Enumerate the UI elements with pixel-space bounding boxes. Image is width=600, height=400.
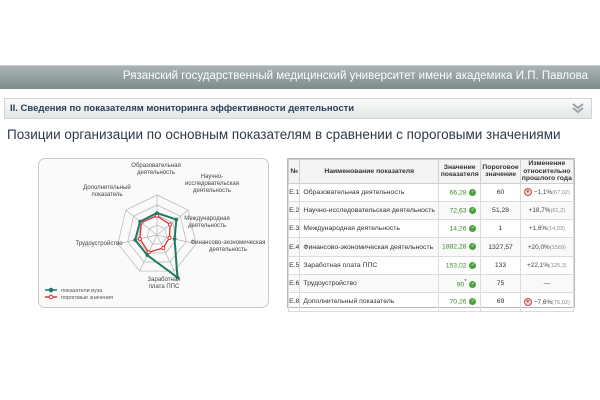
threshold-point — [138, 237, 141, 240]
row-name: Образовательная деятельность — [300, 183, 439, 201]
legend-university-marker — [49, 288, 53, 292]
row-code: Е.5 — [289, 256, 300, 274]
row-value: 90* ✓ — [438, 274, 480, 292]
indicators-table — [288, 159, 574, 312]
page-title: Позиции организации по основным показателям в сравнении с пороговыми значениями — [7, 127, 561, 142]
indicators-table-container — [287, 158, 575, 308]
row-change: ▼ −7,6%(76,02) — [520, 293, 573, 311]
row-threshold: 69 — [481, 293, 520, 311]
section-header[interactable] — [4, 98, 592, 119]
row-change: +20,0%(1569) — [520, 238, 573, 256]
check-icon: ✓ — [470, 280, 476, 287]
row-value: 1882,28 ✓ — [438, 238, 480, 256]
table-row — [289, 238, 574, 256]
check-icon: ✓ — [470, 298, 476, 305]
threshold-series-line — [140, 216, 170, 252]
row-code: Е.4 — [289, 238, 300, 256]
threshold-point — [162, 246, 165, 249]
table-header-row — [289, 160, 574, 184]
check-icon: ✓ — [470, 225, 476, 232]
row-name: Дополнительный показатель — [300, 293, 439, 311]
threshold-point — [168, 236, 171, 239]
row-threshold: 51,28 — [481, 201, 520, 219]
header-name: Наименование показателя — [300, 160, 439, 184]
check-icon: ✓ — [470, 206, 476, 213]
row-value: 14,26 ✓ — [438, 220, 480, 238]
university-header-band — [0, 65, 600, 89]
table-row — [289, 183, 574, 201]
row-threshold: 60 — [481, 183, 520, 201]
check-icon: ✓ — [470, 261, 476, 268]
threshold-point — [169, 223, 172, 226]
radar-axis-label: Дополнительный показатель — [83, 185, 131, 198]
radar-chart — [39, 159, 270, 309]
radar-axis-label: Научно-исследовательская деятельность — [184, 174, 240, 194]
radar-axis-label: Финансово-экономическая деятельность — [190, 240, 266, 253]
row-change: +22,1%(125,3) — [520, 256, 573, 274]
row-threshold: 133 — [481, 256, 520, 274]
row-value: 72,63 ✓ — [438, 201, 480, 219]
row-code: Е.2 — [289, 201, 300, 219]
table-row — [289, 274, 574, 292]
university-point — [175, 218, 179, 222]
university-point — [138, 220, 142, 224]
row-name: Международная деятельность — [300, 220, 439, 238]
row-code: Е.1 — [289, 183, 300, 201]
warning-icon: ▼ — [525, 189, 531, 196]
radar-axis-label: Трудоустройство — [75, 241, 123, 247]
university-point — [155, 211, 159, 215]
row-change: +18,7%(61,2) — [520, 201, 573, 219]
legend-threshold-marker — [49, 295, 53, 299]
table-row — [289, 293, 574, 311]
university-point — [145, 253, 149, 257]
university-point — [173, 237, 177, 241]
row-name: Трудоустройство — [300, 274, 439, 292]
radar-axis-label: Заработная плата ППС — [147, 277, 181, 290]
row-name: Финансово-экономическая деятельность — [300, 238, 439, 256]
row-change: ▼ −1,1%(67,02) — [520, 183, 573, 201]
row-code: Е.3 — [289, 220, 300, 238]
row-code: Е.6 — [289, 274, 300, 292]
radar-chart-panel — [38, 158, 269, 308]
university-point — [133, 238, 137, 242]
header-change: Изменение относительно прошлого года — [521, 160, 572, 182]
row-change: +1,6%(14,03) — [520, 220, 573, 238]
radar-axis-label: Образовательная деятельность — [131, 163, 181, 176]
section-title: II. Сведения по показателям мониторинга эффективности деятельности — [10, 103, 355, 114]
university-title: Рязанский государственный медицинский университет имени академика И.П. Павлова — [122, 70, 588, 82]
row-threshold: 1 — [481, 220, 520, 238]
check-icon: ✓ — [470, 243, 476, 250]
row-value: 66,28 ✓ — [438, 183, 480, 201]
header-threshold: Пороговое значение — [481, 160, 520, 184]
legend-university-label: показатели вуза — [61, 288, 103, 294]
chevron-down-icon[interactable] — [571, 102, 585, 114]
warning-icon: ▼ — [525, 298, 531, 305]
table-row — [289, 220, 574, 238]
radar-axis-label: Международная деятельность — [184, 216, 230, 229]
header-value: Значение показателя — [438, 160, 480, 184]
row-code: Е.8 — [289, 293, 300, 311]
header-code: № — [289, 160, 300, 184]
table-row — [289, 201, 574, 219]
check-icon: ✓ — [470, 188, 476, 195]
legend-threshold-label: пороговые значения — [61, 295, 114, 301]
row-change: — — [520, 274, 573, 292]
table-row — [289, 256, 574, 274]
row-threshold: 75 — [481, 274, 520, 292]
row-name: Научно-исследовательская деятельность — [300, 201, 439, 219]
row-threshold: 1327,57 — [481, 238, 520, 256]
row-value: 70,26 ✓ — [438, 293, 480, 311]
row-name: Заработная плата ППС — [300, 256, 439, 274]
row-value: 153,02 ✓ — [438, 256, 480, 274]
